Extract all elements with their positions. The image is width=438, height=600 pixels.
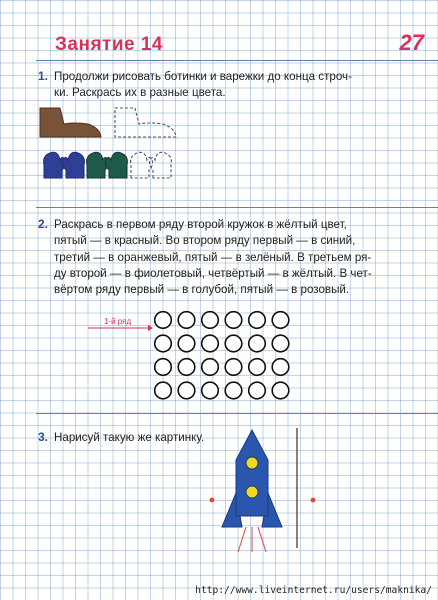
task-2-number: 2. bbox=[38, 217, 49, 231]
page-number: 27 bbox=[399, 30, 424, 55]
task-3-text: Нарисуй такую же картинку. bbox=[54, 431, 205, 444]
guide-dot-left bbox=[210, 498, 215, 503]
task-3-number: 3. bbox=[38, 430, 49, 444]
task-2-line-1: Раскрась в первом ряду второй кружок в жёлтый цвет, bbox=[54, 218, 347, 231]
flame-line-right bbox=[258, 527, 266, 552]
source-url[interactable]: http://www.liveinternet.ru/users/maknika/ bbox=[195, 585, 432, 596]
rocket-body bbox=[236, 430, 268, 516]
task-1-line-1: Продолжи рисовать ботинки и варежки до конца строч- bbox=[54, 70, 352, 83]
row-label: 1-й ряд bbox=[104, 317, 132, 326]
task-2-line-2: пятый — в красный. Во втором ряду первый — в синий, bbox=[54, 234, 356, 248]
flame-line-left bbox=[238, 527, 246, 552]
task-1-line-2: ки. Раскрась их в разные цвета. bbox=[54, 86, 226, 100]
lesson-title: Занятие 14 bbox=[55, 34, 163, 55]
rocket-window-bottom bbox=[246, 486, 258, 498]
task-1-number: 1. bbox=[38, 69, 49, 83]
task-2-line-3: третий — в оранжевый, пятый — в зелёный. В третьем ря- bbox=[54, 250, 372, 264]
task-2-line-5: вёртом ряду первый — в голубой, пятый — в розовый. bbox=[54, 283, 350, 297]
guide-dot-right bbox=[311, 498, 316, 503]
task-2-line-4: ду второй — в фиолетовый, четвёртый — в жёлтый. В чет- bbox=[54, 266, 372, 280]
rocket-window-top bbox=[246, 457, 258, 469]
